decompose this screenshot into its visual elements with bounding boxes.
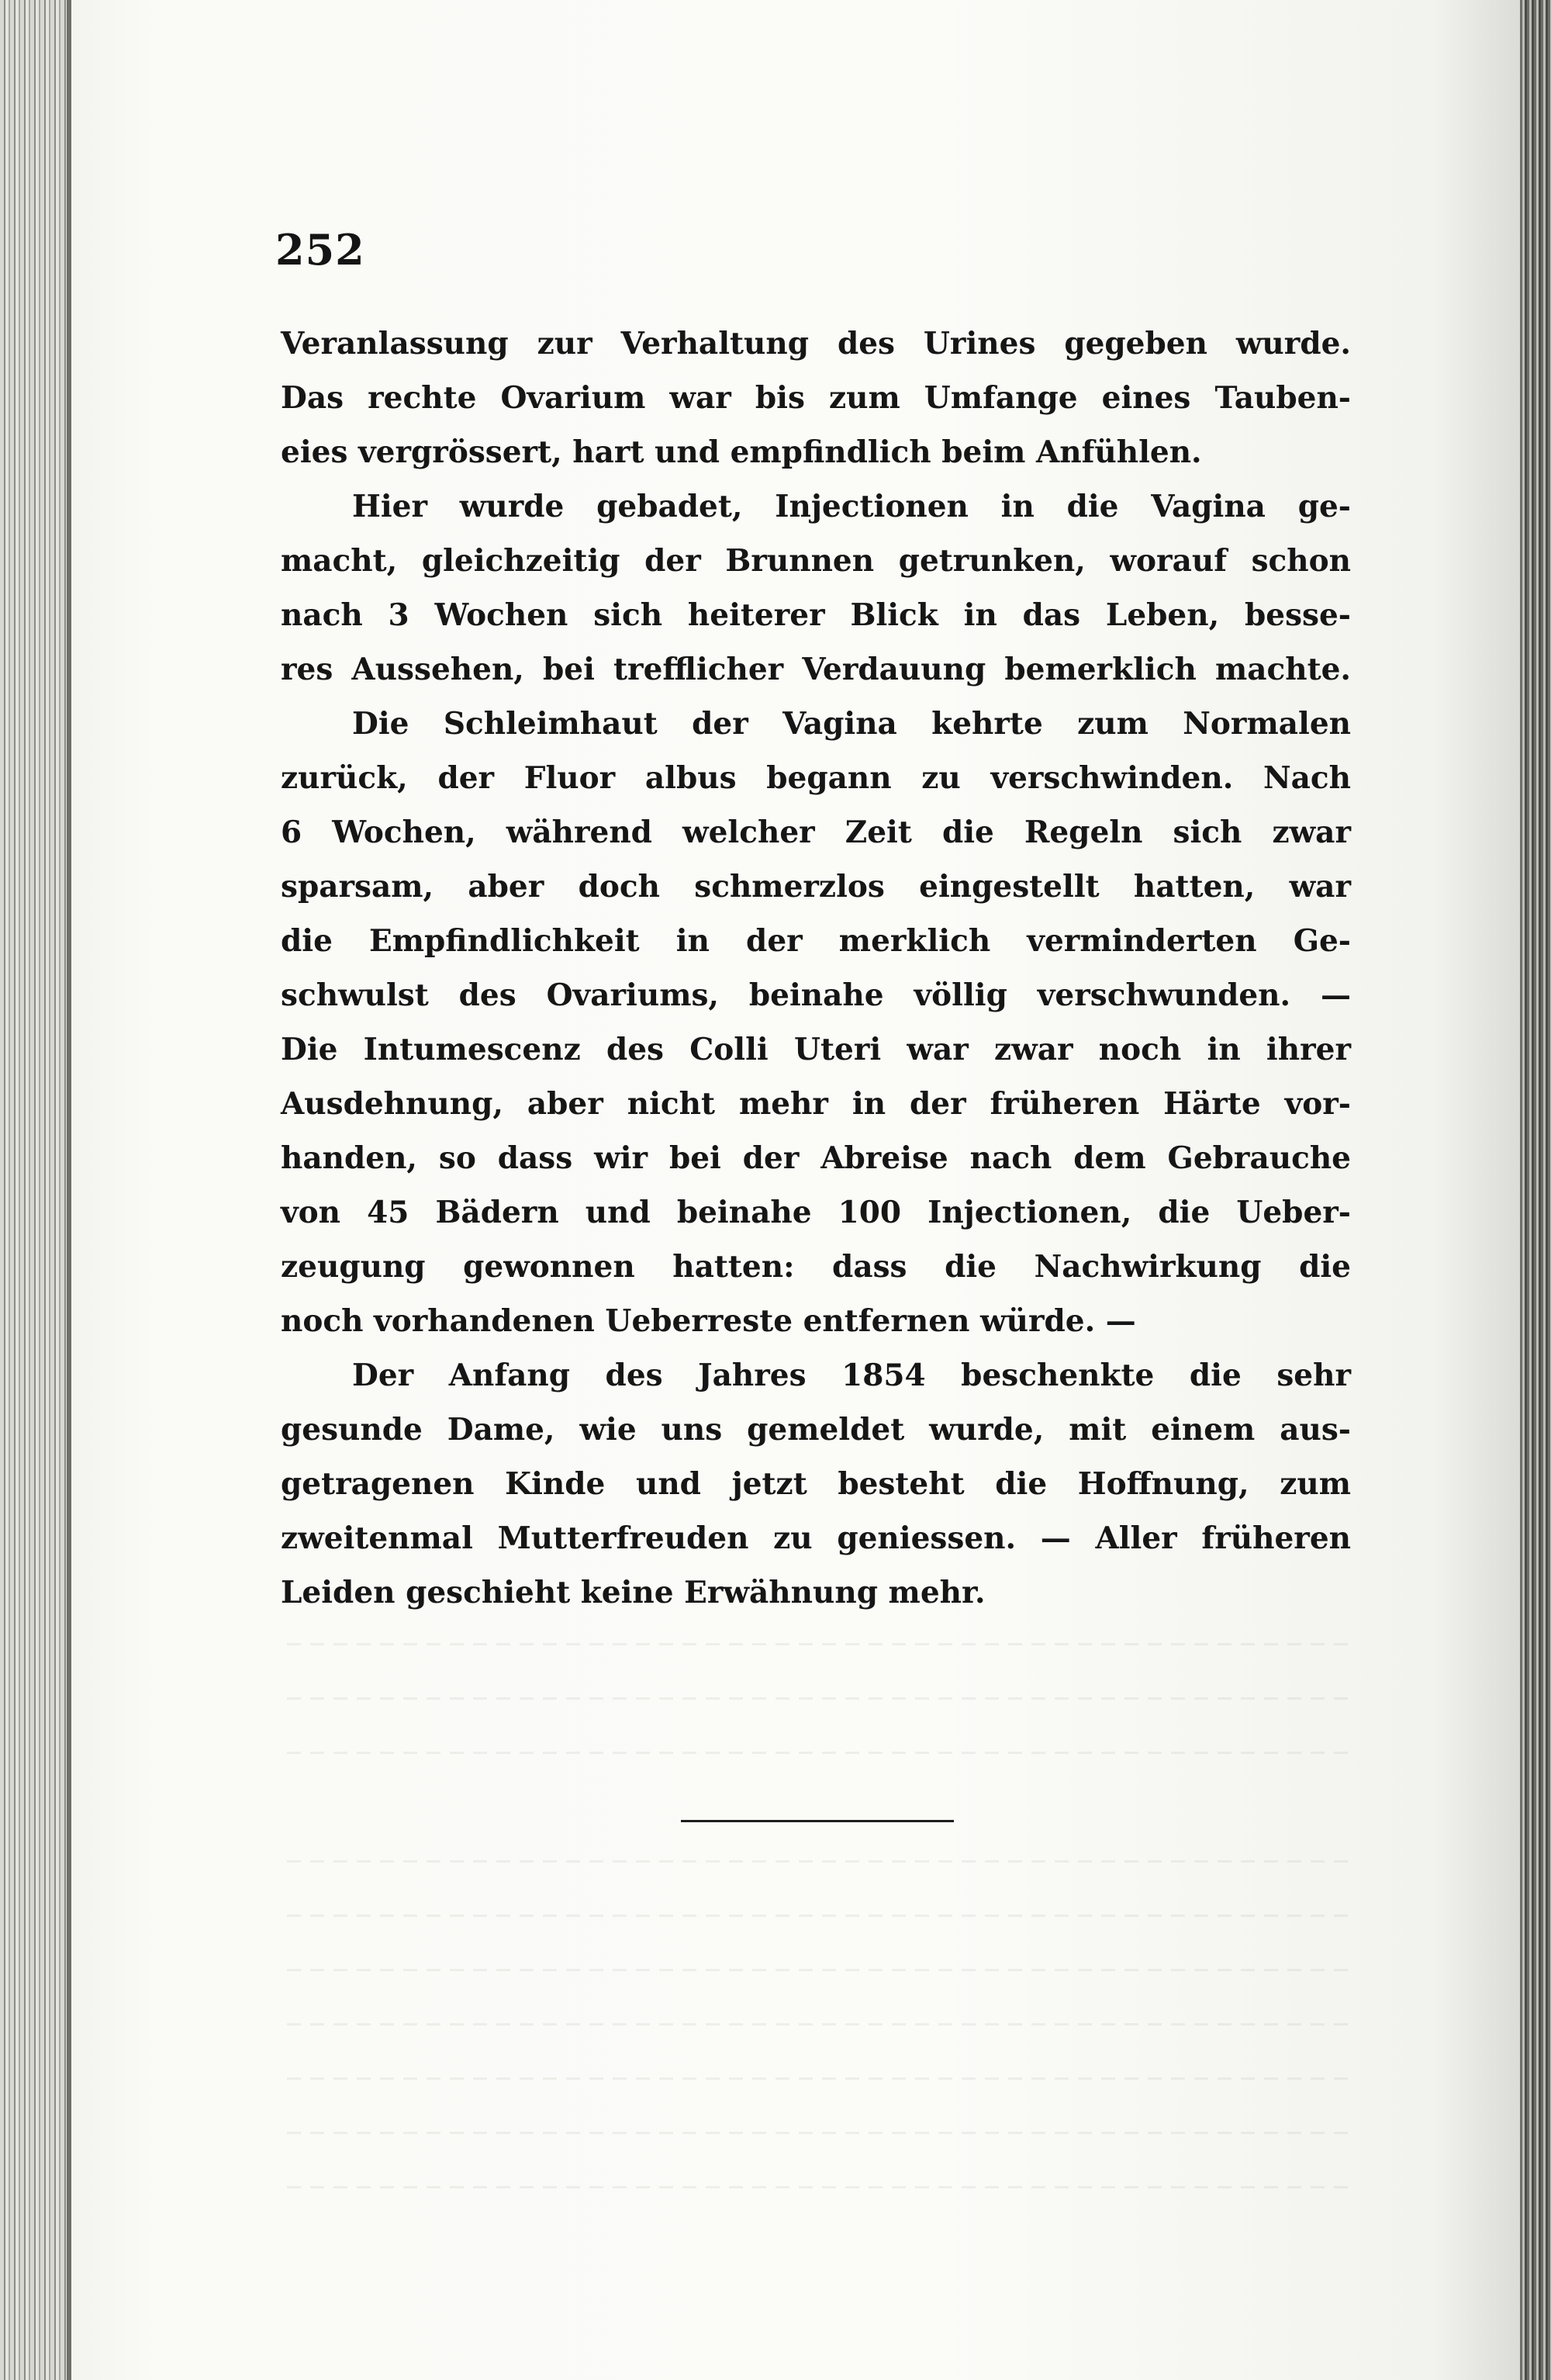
show-through-line — [287, 2132, 1357, 2134]
show-through-line — [287, 2186, 1357, 2188]
text-line: noch vorhandenen Ueberreste entfernen würde. — — [281, 1303, 1136, 1339]
text-line: Die Schleimhaut der Vagina kehrte zum Normalen — [352, 706, 1351, 742]
text-line: Ausdehnung, aber nicht mehr in der früheren Härte vor- — [281, 1086, 1351, 1122]
text-line: Veranlassung zur Verhaltung des Urines gegeben wurde. — [281, 326, 1351, 361]
text-line: getragenen Kinde und jetzt besteht die Hoffnung, zum — [281, 1466, 1351, 1502]
text-line: schwulst des Ovariums, beinahe völlig verschwunden. — — [281, 977, 1351, 1013]
section-divider-rule — [681, 1820, 954, 1822]
show-through-line — [287, 1643, 1357, 1645]
text-line: zweitenmal Mutterfreuden zu geniessen. — Aller früheren — [281, 1520, 1351, 1556]
text-line: res Aussehen, bei trefflicher Verdauung bemerklich machte. — [281, 652, 1351, 687]
book-page-edges-left — [0, 0, 71, 2380]
text-line: zeugung gewonnen hatten: dass die Nachwirkung die — [281, 1249, 1351, 1285]
show-through-line — [287, 1697, 1357, 1700]
text-line: zurück, der Fluor albus begann zu verschwinden. Nach — [281, 760, 1351, 796]
text-line: macht, gleichzeitig der Brunnen getrunken, worauf schon — [281, 543, 1351, 579]
show-through-line — [287, 1969, 1357, 1971]
body-text — [281, 317, 1351, 1620]
text-line: Die Intumescenz des Colli Uteri war zwar noch in ihrer — [281, 1032, 1351, 1067]
text-line: Hier wurde gebadet, Injectionen in die Vagina ge- — [352, 489, 1351, 524]
text-line: Der Anfang des Jahres 1854 beschenkte die sehr — [352, 1358, 1351, 1393]
text-line: von 45 Bädern und beinahe 100 Injectionen, die Ueber- — [281, 1195, 1351, 1230]
page-number: 252 — [275, 225, 365, 275]
text-line: sparsam, aber doch schmerzlos eingestellt hatten, war — [281, 869, 1351, 905]
text-line: nach 3 Wochen sich heiterer Blick in das Leben, besse- — [281, 597, 1351, 633]
show-through-line — [287, 1915, 1357, 1917]
show-through-line — [287, 2023, 1357, 2025]
text-line: die Empfindlichkeit in der merklich verminderten Ge- — [281, 923, 1351, 959]
show-through-line — [287, 2077, 1357, 2080]
text-line: eies vergrössert, hart und empfindlich beim Anfühlen. — [281, 434, 1202, 470]
text-line: gesunde Dame, wie uns gemeldet wurde, mit einem aus- — [281, 1412, 1351, 1448]
text-line: handen, so dass wir bei der Abreise nach dem Gebrauche — [281, 1140, 1351, 1176]
text-line: Das rechte Ovarium war bis zum Umfange eines Tauben- — [281, 380, 1351, 416]
book-page-edges-right — [1520, 0, 1551, 2380]
text-line: 6 Wochen, während welcher Zeit die Regeln sich zwar — [281, 815, 1351, 850]
text-line: Leiden geschieht keine Erwähnung mehr. — [281, 1575, 986, 1610]
show-through-line — [287, 1860, 1357, 1863]
show-through-line — [287, 1752, 1357, 1754]
